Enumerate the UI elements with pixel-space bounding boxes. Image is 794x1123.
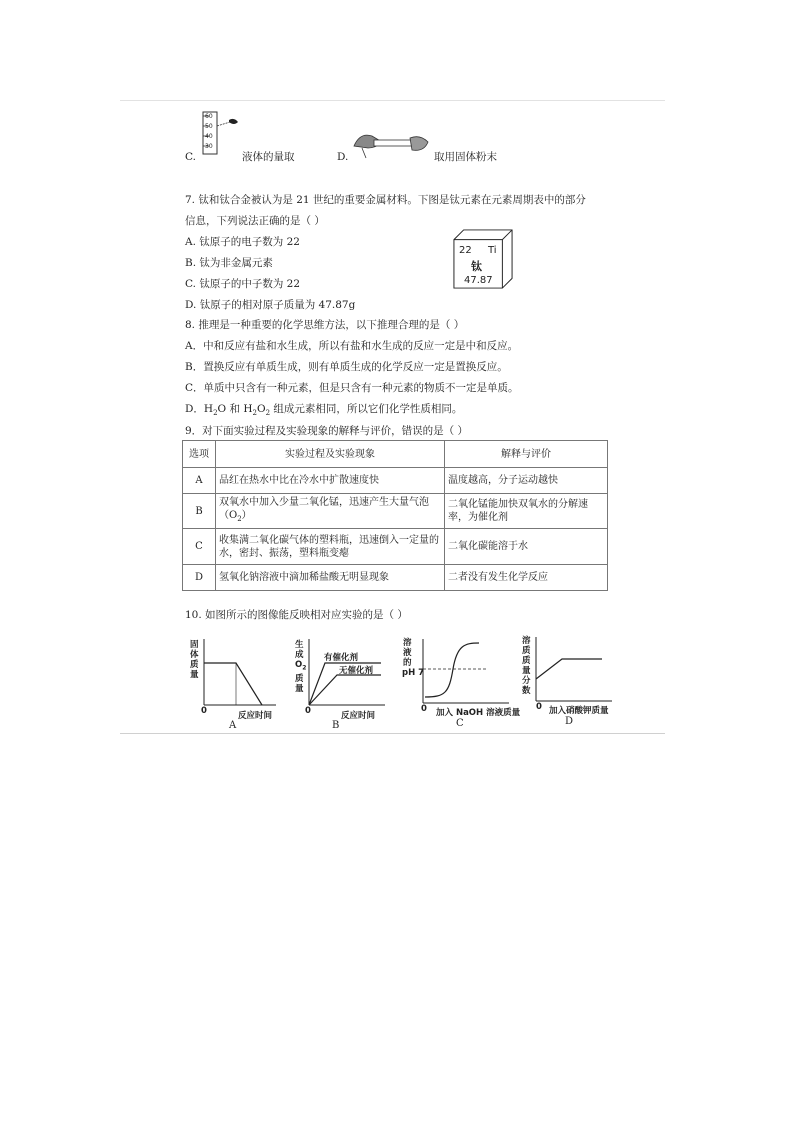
tick-50: 50 [205,123,213,130]
q7-option-d: D. 钛原子的相对原子质量为 47.87g [185,299,356,311]
q10-stem: 10. 如图所示的图像能反映相对应实验的是（ ） [185,609,408,621]
table-row [183,468,608,494]
header-evaluation: 解释与评价 [445,441,608,468]
graph-a [190,635,280,715]
graph-d-origin: 0 [536,702,542,712]
row-b-process: 双氧水中加入少量二氧化锰，迅速产生大量气泡 $(O_2)$ [216,494,445,529]
row-c-evaluation: 二氧化碳能溶于水 [445,529,608,565]
q7-stem-line2: 信息，下列说法正确的是（ ） [185,215,325,227]
graph-c-ph7-label: pH 7 [402,668,425,678]
graph-c-curve [425,643,479,697]
row-a-process: 品红在热水中比在冷水中扩散速度快 [216,468,445,494]
q8-option-a: A．中和反应有盐和水生成，所以有盐和水生成的反应一定是中和反应。 [185,340,519,352]
tick-60: 60 [205,113,213,120]
q7-option-c: C. 钛原子的中子数为 22 [185,278,301,290]
graph-b-curve-no-catalyst [309,675,381,705]
graph-d-xlabel: 加入硝酸钾质量 [549,706,609,716]
table-header-row [183,441,608,468]
row-d-process: 氢氧化钠溶液中滴加稀盐酸无明显现象 [216,565,445,591]
q7-option-a: A. 钛原子的电子数为 22 [185,236,300,248]
cylinder-tick-labels [205,112,213,152]
spoon-test-tube-icon [352,128,432,160]
q6-option-c-text: 液体的量取 [242,151,295,163]
graph-c-xlabel: 加入 NaOH 溶液质量 [436,708,521,718]
graph-a-curve [204,663,262,705]
header-process: 实验过程及实验现象 [216,441,445,468]
element-number: 22 [459,245,472,256]
graph-b-label-catalyst: 有催化剂 [324,653,359,663]
row-a-option: A [183,468,216,494]
tick-40: 40 [205,133,213,140]
q8-option-b: B．置换反应有单质生成，则有单质生成的化学反应一定是置换反应。 [185,361,508,373]
graph-b-ylabel: 生成 $O_2$ 质量 [295,640,307,694]
table-row [183,565,608,591]
q9-table [182,440,608,591]
element-mass: 47.87 [464,275,493,286]
graph-d-curve [536,659,602,679]
q9-stem: 9．对下面实验过程及实验现象的解释与评价，错误的是（ ） [185,425,469,437]
row-d-evaluation: 二者没有发生化学反应 [445,565,608,591]
graph-b-origin: 0 [305,706,311,716]
q6-option-d-text: 取用固体粉末 [434,151,497,163]
q8-stem: 8. 推理是一种重要的化学思维方法，以下推理合理的是（ ） [185,319,465,331]
graph-c-origin: 0 [421,704,427,714]
graph-a-xlabel: 反应时间 [238,711,273,721]
q7-option-b: B. 钛为非金属元素 [185,257,273,269]
graph-b-label-no-catalyst: 无催化剂 [339,666,374,676]
q8-option-c: C．单质中只含有一种元素，但是只含有一种元素的物质不一定是单质。 [185,382,519,394]
tick-30: 30 [205,143,213,150]
table-row [183,529,608,565]
q7-stem-line1: 7. 钛和钛合金被认为是 21 世纪的重要金属材料。下图是钛元素在元素周期表中的部分 [185,194,586,206]
graph-d-ylabel: 溶质质量分数 [522,636,531,696]
row-b-option: B [183,494,216,529]
graph-d-letter: D [565,716,574,727]
q6-option-d-label: D. [337,151,349,163]
graph-b-letter: B [332,720,340,731]
graph-c-ylabel: 溶液的 [403,638,412,668]
row-a-evaluation: 温度越高，分子运动越快 [445,468,608,494]
q8-option-d: D．$H_2O$ 和 $H_2O_2$ 组成元素相同，所以它们化学性质相同。 [185,403,463,418]
graph-a-ylabel: 固体质量 [190,640,199,680]
graph-a-letter: A [229,720,237,731]
header-option: 选项 [183,441,216,468]
element-symbol: Ti [488,245,497,256]
graph-b-xlabel: 反应时间 [341,711,376,721]
row-c-option: C [183,529,216,565]
row-d-option: D [183,565,216,591]
row-b-evaluation: 二氧化锰能加快双氧水的分解速率，为催化剂 [445,494,608,529]
q6-option-c-label: C. [185,151,196,163]
graph-d [520,633,615,711]
table-row [183,494,608,529]
graph-c-letter: C [456,718,464,729]
element-name: 钛 [471,260,482,273]
graph-a-origin: 0 [201,706,207,716]
row-c-process: 收集满二氧化碳气体的塑料瓶，迅速倒入一定量的水，密封、振荡，塑料瓶变瘪 [216,529,445,565]
